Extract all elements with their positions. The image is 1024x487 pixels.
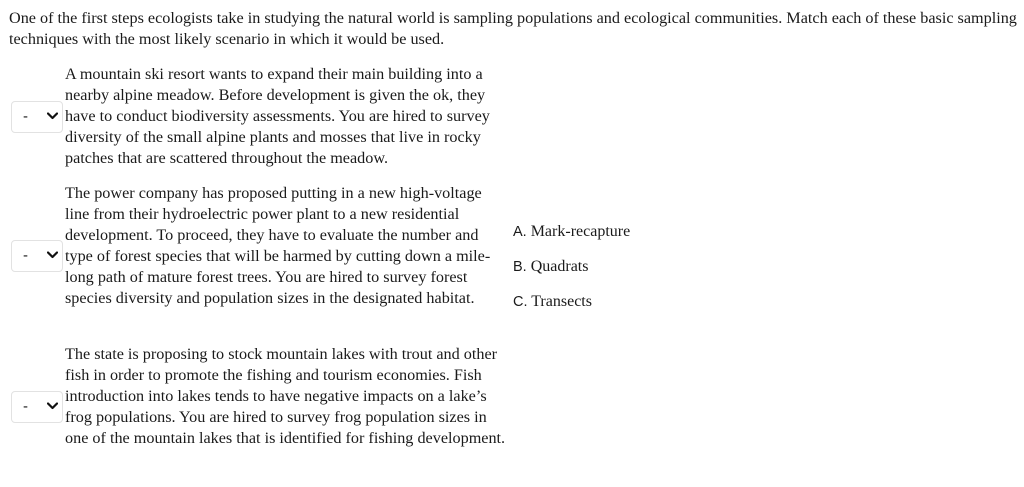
option-a [513, 222, 630, 242]
option-letter: C. [513, 294, 528, 310]
answer-dropdown-3[interactable] [11, 391, 63, 423]
chevron-down-icon [47, 402, 58, 410]
answer-dropdown-2[interactable] [11, 240, 63, 272]
question-prompt: One of the first steps ecologists take in studying the natural world is sampling populations and ecological communities. Match each of these basic sampling techniques with the most likely scenario in which it would be used. [9, 9, 1017, 48]
scenario-text-2: The power company has proposed putting in a new high-voltage line from their hydroelectric power plant to a new residential development. To proceed, they have to evaluate the number and type of forest species that will be harmed by cutting down a mile-long path of mature forest trees. You are hired to survey forest species diversity and population sizes in the designated habitat. [65, 184, 491, 307]
chevron-down-icon [47, 251, 58, 259]
option-label: Mark-recapture [530, 223, 631, 240]
dropdown-value: - [23, 398, 28, 415]
dropdown-value: - [23, 108, 28, 125]
option-c [513, 292, 592, 312]
option-label: Transects [531, 293, 592, 310]
scenario-text-1: A mountain ski resort wants to expand their main building into a nearby alpine meadow. Before development is given the ok, they have to conduct biodiversity assessments. You are hired to survey diversity of the small alpine plants and mosses that live in rocky patches that are scattered throughout the meadow. [65, 65, 490, 167]
option-letter: A. [513, 224, 527, 240]
answer-dropdown-1[interactable] [11, 101, 63, 133]
option-b [513, 257, 588, 277]
dropdown-value: - [23, 247, 28, 264]
chevron-down-icon [47, 112, 58, 120]
option-label: Quadrats [530, 258, 589, 275]
option-letter: B. [513, 259, 527, 275]
scenario-text-3: The state is proposing to stock mountain lakes with trout and other fish in order to promote the fishing and tourism economies. Fish introduction into lakes tends to have negative impacts on a lake’s frog populations. You are hired to survey frog population sizes in one of the mountain lakes that is identified for fishing development. [65, 345, 506, 447]
